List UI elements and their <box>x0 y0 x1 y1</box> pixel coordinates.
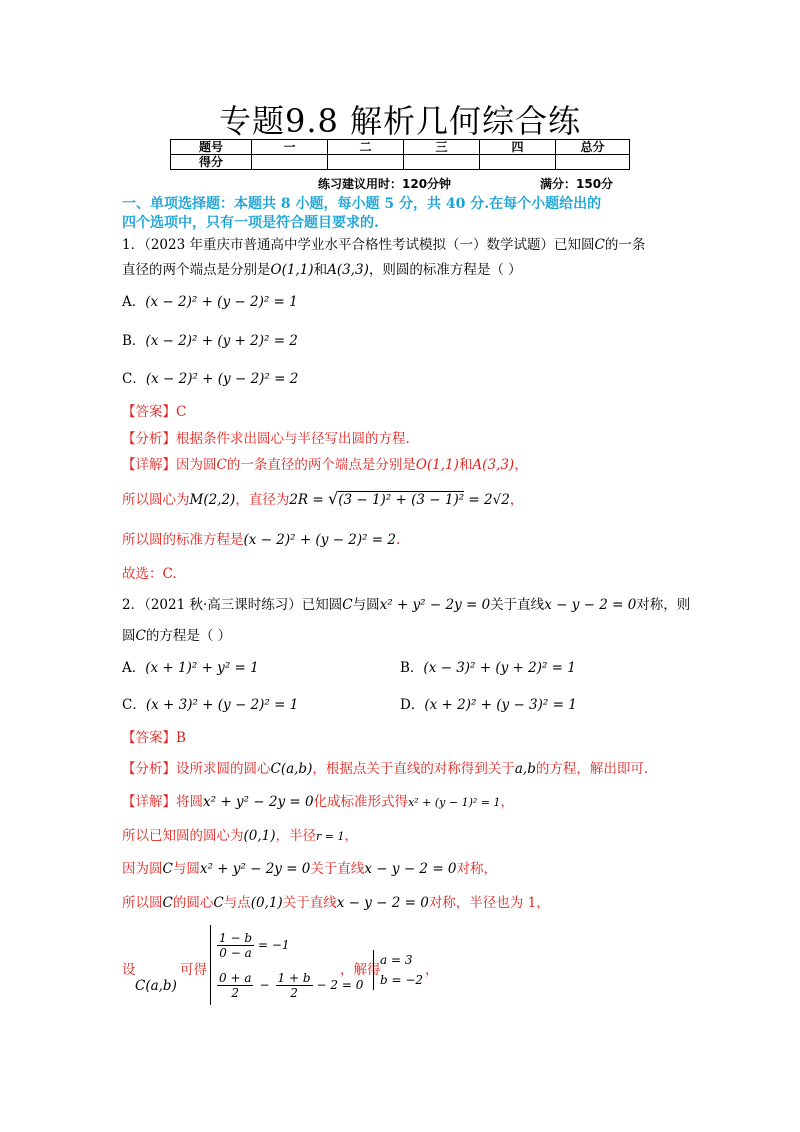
solution-b: b = −2 <box>380 973 424 987</box>
numerator: 0 + a <box>219 970 252 985</box>
solution-a: a = 3 <box>380 953 413 967</box>
option-formula: (x + 3)² + (y − 2)² = 1 <box>145 697 299 713</box>
q2-detail-line3 <box>122 857 497 877</box>
table-cell <box>556 155 630 170</box>
detail-text: 关于直线 <box>282 895 337 911</box>
q2-detail-set-label: 设 <box>122 962 136 978</box>
section-heading-line1: 一、单项选择题：本题共 8 小题，每小题 5 分，共 40 分.在每个小题给出的 <box>122 196 602 212</box>
detail-point: M(2,2) <box>189 492 236 508</box>
option-formula: (x + 2)² + (y − 3)² = 1 <box>424 697 577 713</box>
answer-value: C <box>176 404 187 420</box>
q2-detail-solve-label: ，解得 <box>340 962 381 978</box>
q2-text: 对称，则 <box>636 597 691 613</box>
q2-answer <box>122 726 186 746</box>
numerator: 1 + b <box>277 970 311 985</box>
full-score-label: 满分：150分 <box>540 177 614 191</box>
analysis-vars: a,b <box>514 761 536 777</box>
option-label: C． <box>122 371 146 387</box>
detail-tag: 【详解】 <box>122 794 176 810</box>
table-cell: 二 <box>328 140 404 155</box>
q1-detail-line3 <box>122 528 400 548</box>
analysis-text: 根据条件求出圆心与半径写出圆的方程. <box>176 431 410 447</box>
numerator: 1 − b <box>219 930 252 945</box>
q2-formula: x − y − 2 = 0 <box>544 597 637 613</box>
q1-point-o: O(1,1) <box>270 262 314 278</box>
detail-text: 将圆 <box>176 794 203 810</box>
sqrt-sign: √ <box>327 489 339 508</box>
detail-text: ，直径为 <box>235 492 290 508</box>
q1-stem-line1 <box>122 233 645 253</box>
table-cell <box>480 155 556 170</box>
analysis-text: ，根据点关于直线的对称得到关于 <box>312 761 515 777</box>
table-cell <box>252 155 328 170</box>
q2-detail-get-label: 可得 <box>180 962 207 978</box>
analysis-text: 的方程，解出即可. <box>535 761 649 777</box>
operator: − <box>259 978 270 992</box>
q2-var: C <box>135 628 146 644</box>
detail-var: C <box>213 895 224 911</box>
q2-text: 与圆 <box>352 597 380 613</box>
q1-text: 直径的两个端点是分别是 <box>122 262 271 278</box>
detail-text: 的圆心 <box>172 895 214 911</box>
detail-formula: x² + (y − 1)² = 1 <box>408 796 501 809</box>
q2-detail-end: ， <box>425 962 439 978</box>
q2-detail-line2 <box>122 824 358 844</box>
q1-text: 的一条 <box>604 237 646 253</box>
option-label: A． <box>122 294 146 310</box>
q1-point-a: A(3,3) <box>327 262 369 278</box>
table-cell: 一 <box>252 140 328 155</box>
detail-point: C(a,b) <box>135 978 177 994</box>
detail-text: ， <box>344 828 358 844</box>
detail-text: 对称， <box>456 861 498 877</box>
q1-var: C <box>594 237 605 253</box>
table-cell: 四 <box>480 140 556 155</box>
q1-option-a <box>122 290 298 310</box>
detail-radicand: (3 − 1)² + (3 − 1)² <box>338 492 465 508</box>
q1-stem-line2 <box>122 258 522 278</box>
time-label: 练习建议用时：120分钟 <box>318 177 452 191</box>
detail-point: (0,1) <box>250 895 283 911</box>
detail-text: 对称，半径也为 1， <box>428 895 550 911</box>
denominator: 0 − a <box>219 945 252 960</box>
option-label: D． <box>400 697 425 713</box>
q1-final: 故选：C. <box>122 566 177 582</box>
option-label: B． <box>122 333 146 349</box>
detail-point: (0,1) <box>243 828 276 844</box>
q2-option-c <box>122 693 298 713</box>
detail-text: ， <box>500 794 515 810</box>
eq-rhs: − 2 = 0 <box>316 978 364 992</box>
table-cell: 得分 <box>171 155 252 170</box>
table-cell: 题号 <box>171 140 252 155</box>
detail-formula: r = 1 <box>316 830 345 843</box>
q2-detail-line1 <box>122 790 514 810</box>
solution-brace <box>373 950 423 990</box>
detail-formula: x − y − 2 = 0 <box>364 861 457 877</box>
fraction <box>217 971 253 1000</box>
table-cell <box>404 155 480 170</box>
detail-formula: x² + y² − 2y = 0 <box>199 861 311 877</box>
q2-stem-line1 <box>122 593 690 613</box>
detail-formula: (x − 2)² + (y − 2)² = 2 <box>243 532 396 548</box>
q2-stem-line2 <box>122 624 231 644</box>
option-formula: (x − 2)² + (y − 2)² = 1 <box>145 294 298 310</box>
detail-text: 因为圆 <box>176 457 217 473</box>
detail-var: C <box>162 895 173 911</box>
answer-tag: 【答案】 <box>122 404 176 420</box>
q1-detail-line1 <box>122 453 528 473</box>
q1-text: 和 <box>313 262 328 278</box>
detail-text: 和 <box>458 457 473 473</box>
detail-formula: x² + y² − 2y = 0 <box>203 794 314 810</box>
q1-detail-line2 <box>122 488 523 508</box>
page-title: 专题9.8 解析几何综合练 <box>218 102 582 140</box>
denominator: 2 <box>290 985 298 1000</box>
analysis-tag: 【分析】 <box>122 761 176 777</box>
detail-text: ，半径 <box>275 828 317 844</box>
q1-option-b <box>122 329 298 349</box>
q2-text: 圆 <box>122 628 136 644</box>
eq-rhs: = −1 <box>258 938 290 952</box>
q1-answer <box>122 400 186 420</box>
score-table <box>170 139 630 170</box>
solution-system <box>373 950 423 990</box>
option-label: A． <box>122 660 146 676</box>
detail-tag: 【详解】 <box>122 457 176 473</box>
detail-var: C <box>162 861 173 877</box>
detail-text: . <box>395 532 401 548</box>
q2-var: C <box>342 597 353 613</box>
q1-text: ，则圆的标准方程是（ ） <box>368 262 522 278</box>
detail-text: 关于直线 <box>310 861 365 877</box>
detail-text: 与点 <box>223 895 251 911</box>
analysis-text: 设所求圆的圆心 <box>176 761 271 777</box>
q2-formula: x² + y² − 2y = 0 <box>379 597 491 613</box>
detail-text: ， <box>514 457 528 473</box>
option-formula: (x − 2)² + (y + 2)² = 2 <box>145 333 298 349</box>
option-formula: (x − 3)² + (y + 2)² = 1 <box>423 660 576 676</box>
detail-var: C <box>216 457 227 473</box>
detail-point: O(1,1) <box>415 457 459 473</box>
detail-formula: 2R = <box>289 492 328 508</box>
q2-text: 的方程是（ ） <box>145 628 232 644</box>
q2-detail-center-var <box>135 978 177 994</box>
detail-text: 因为圆 <box>122 861 163 877</box>
section-heading-line2: 四个选项中，只有一项是符合题目要求的. <box>122 215 379 231</box>
q2-analysis <box>122 757 648 777</box>
q2-text: 2．（2021 秋·高三课时练习）已知圆 <box>122 597 343 613</box>
q2-option-b <box>400 656 576 676</box>
option-formula: (x + 1)² + y² = 1 <box>145 660 259 676</box>
q1-text: 1．（2023 年重庆市普通高中学业水平合格性考试模拟（一）数学试题）已知圆 <box>122 237 595 253</box>
q1-option-c <box>122 367 298 387</box>
detail-text: 所以圆 <box>122 895 163 911</box>
analysis-point: C(a,b) <box>270 761 313 777</box>
table-cell: 三 <box>404 140 480 155</box>
detail-text: 所以圆的标准方程是 <box>122 532 244 548</box>
detail-text: 的一条直径的两个端点是分别是 <box>226 457 416 473</box>
score-table-score-row <box>171 155 630 170</box>
option-label: C． <box>122 697 146 713</box>
detail-text: 所以圆心为 <box>122 492 190 508</box>
score-table-header-row <box>171 140 630 155</box>
table-cell: 总分 <box>556 140 630 155</box>
detail-text: 所以已知圆的圆心为 <box>122 828 244 844</box>
denominator: 2 <box>231 985 240 1000</box>
detail-text: 化成标准形式得 <box>313 794 409 810</box>
q2-option-d <box>400 693 577 713</box>
analysis-tag: 【分析】 <box>122 431 176 447</box>
detail-formula: = 2√2 <box>464 492 510 508</box>
detail-formula: x − y − 2 = 0 <box>336 895 429 911</box>
detail-text: ， <box>509 492 524 508</box>
table-cell <box>328 155 404 170</box>
answer-tag: 【答案】 <box>122 730 176 746</box>
answer-value: B <box>176 730 186 746</box>
option-label: B． <box>400 660 424 676</box>
option-formula: (x − 2)² + (y − 2)² = 2 <box>145 371 299 387</box>
fraction <box>276 971 313 1000</box>
q1-analysis <box>122 427 410 447</box>
q2-option-a <box>122 656 259 676</box>
q2-text: 关于直线 <box>490 597 545 613</box>
detail-point: A(3,3) <box>472 457 515 473</box>
fraction <box>217 931 254 960</box>
detail-text: 与圆 <box>172 861 200 877</box>
q2-detail-line4 <box>122 891 550 911</box>
